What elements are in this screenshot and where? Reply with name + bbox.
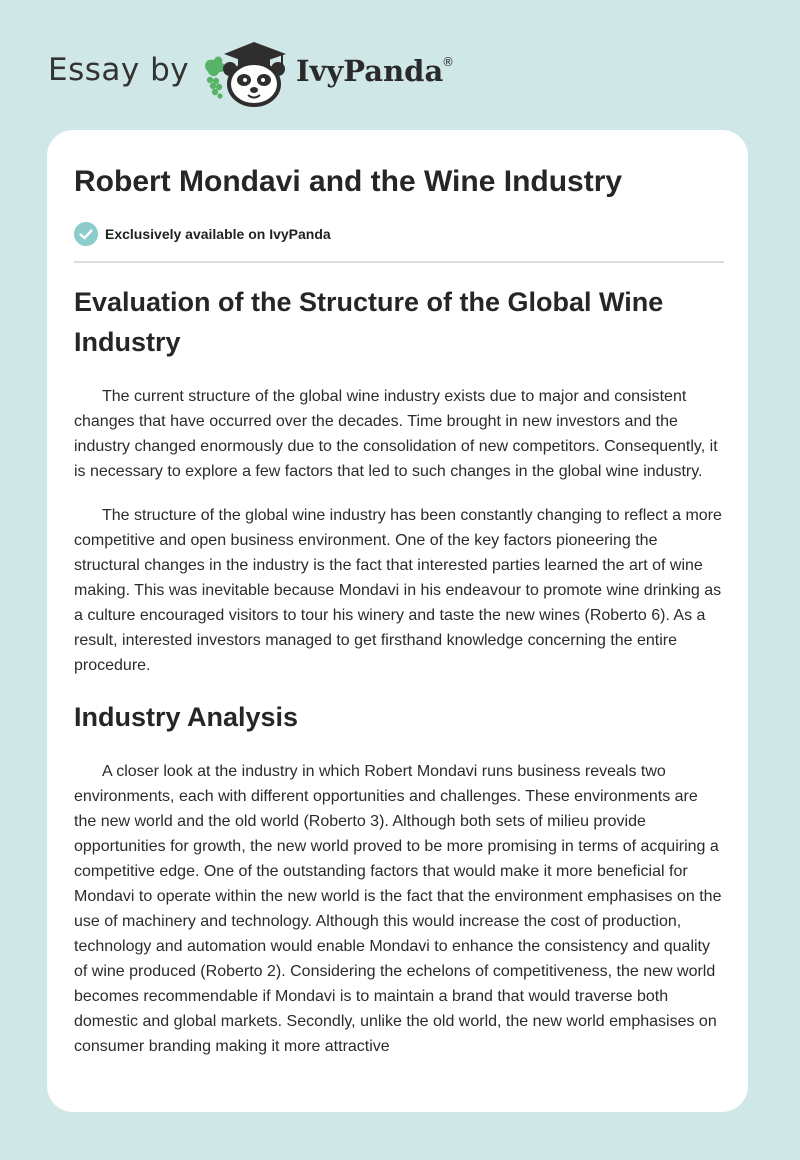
section-heading: Evaluation of the Structure of the Global Wine Industry [74, 287, 664, 357]
site-header [0, 0, 800, 130]
exclusive-badge [74, 222, 331, 246]
article-body [74, 282, 724, 1078]
title-divider [74, 261, 724, 263]
checkmark-icon [74, 222, 98, 246]
exclusive-badge-label: Exclusively available on IvyPanda [105, 226, 331, 242]
paragraph: The structure of the global wine industry has been constantly changing to reflect a more competitive and open business environment. One of the key factors pioneering the structural changes in the industry is the fact that interested parties learned the art of wine making. This was inevitable because Mondavi in his endeavour to promote wine drinking as a culture encouraged visitors to tour his winery and taste the new wines (Roberto 6). As a result, interested investors managed to get firsthand knowledge concerning the entire procedure. [74, 507, 722, 674]
page-title: Robert Mondavi and the Wine Industry [74, 165, 623, 198]
paragraph: A closer look at the industry in which Robert Mondavi runs business reveals two environments, each with different opportunities and challenges. These environments are the new world and the old world (Roberto 3). Although both sets of milieu provide opportunities for growth, the new world proved to be more promising in terms of acquiring a competitive edge. One of the outstanding factors that would make it more beneficial for Mondavi to operate within the new world is the fact that the environment emphasises on the use of machinery and technology. Although this would increase the cost of production, technology and automation would enable Mondavi to enhance the consistency and quality of wine produced (Roberto 2). Considering the echelons of competitiveness, the new world becomes recommendable if Mondavi is to maintain a brand that would traverse both domestic and global markets. Secondly, unlike the old world, the new world emphasises on consumer branding making it more attractive [74, 763, 722, 1055]
essay-card [47, 130, 748, 1112]
paragraph: The current structure of the global wine industry exists due to major and consistent changes that have occurred over the decades. Time brought in new investors and the industry changed enormously due to the consolidation of new competitors. Consequently, it is necessary to explore a few factors that led to such changes in the global wine industry. [74, 388, 718, 480]
brand-name[interactable]: IvyPanda [296, 54, 444, 88]
registered-mark: ® [442, 55, 454, 69]
section-heading: Industry Analysis [74, 702, 299, 732]
essay-by-label: Essay by [48, 52, 190, 88]
panda-logo-icon[interactable] [200, 36, 292, 108]
